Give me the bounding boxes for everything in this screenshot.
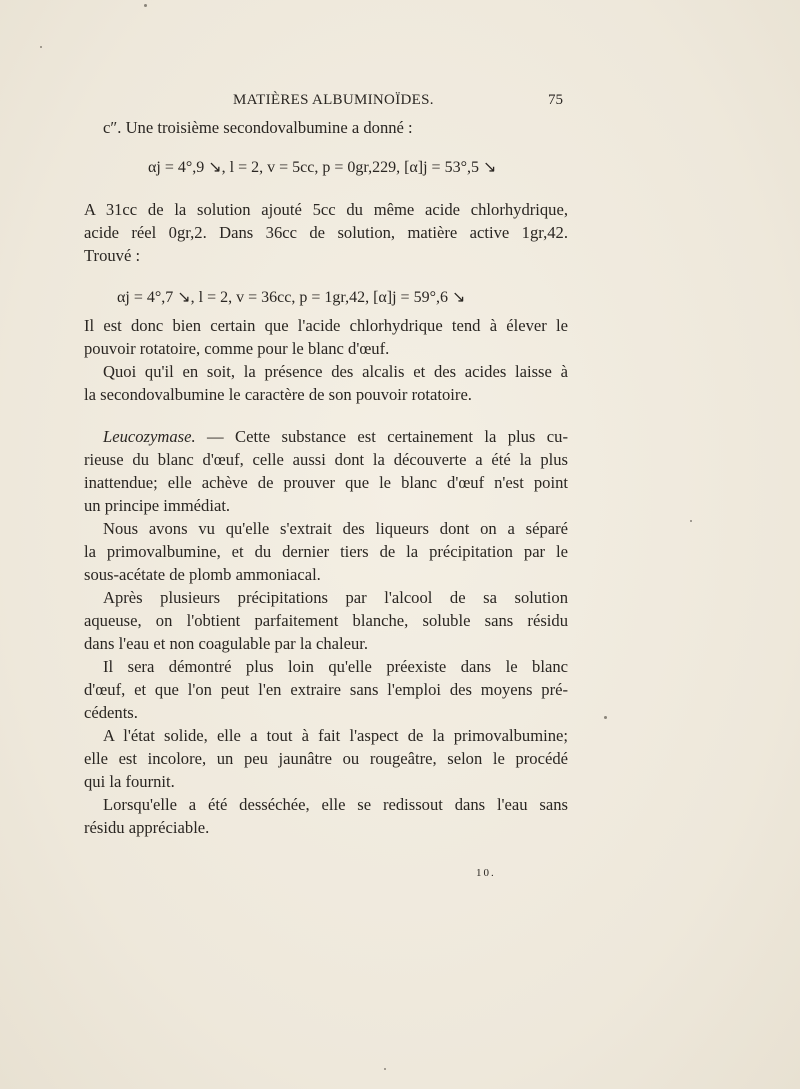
paper-speck — [604, 716, 607, 719]
text-line: Après plusieurs précipitations par l'alcool de sa solution — [103, 588, 568, 607]
formula-second: αj = 4°,7 ↘, l = 2, v = 36cc, p = 1gr,42, [α]j = 59°,6 ↘ — [117, 289, 466, 306]
text-line: Trouvé : — [84, 246, 141, 265]
section-term: Leucozymase. — [103, 427, 196, 446]
formula-first: αj = 4°,9 ↘, l = 2, v = 5cc, p = 0gr,229, [α]j = 53°,5 ↘ — [148, 159, 497, 176]
text-line: dans l'eau et non coagulable par la chaleur. — [84, 634, 369, 653]
text-line: Il sera démontré plus loin qu'elle préexiste dans le blanc — [103, 657, 568, 676]
text-line: acide réel 0gr,2. Dans 36cc de solution, matière active 1gr,42. — [84, 223, 568, 242]
text-line: rieuse du blanc d'œuf, celle aussi dont la découverte a été la plus — [84, 450, 568, 469]
text-line: qui la fournit. — [84, 772, 175, 791]
text-line: A l'état solide, elle a tout à fait l'aspect de la primovalbumine; — [103, 726, 568, 745]
paragraph-conclusion — [84, 314, 568, 406]
text-line: inattendue; elle achève de prouver que le blanc d'œuf n'est point — [84, 473, 568, 492]
page-number: 75 — [548, 92, 563, 108]
text-line: c″. Une troisième secondovalbumine a donné : — [103, 118, 413, 137]
paper-speck — [144, 4, 147, 7]
text-line: résidu appréciable. — [84, 818, 210, 837]
paragraph-acid-addition — [84, 198, 568, 267]
text-line: Quoi qu'il en soit, la présence des alcalis et des acides laisse à — [103, 362, 568, 381]
text-line: Nous avons vu qu'elle s'extrait des liqueurs dont on a séparé — [103, 519, 568, 538]
text-line: cédents. — [84, 703, 138, 722]
paper-speck — [690, 520, 692, 522]
paper-speck — [384, 1068, 386, 1070]
text-line: sous-acétate de plomb ammoniacal. — [84, 565, 321, 584]
paper-speck — [40, 46, 42, 48]
text-line: aqueuse, on l'obtient parfaitement blanche, soluble sans résidu — [84, 611, 568, 630]
signature-mark: 10. — [476, 867, 496, 879]
text-run: — Cette substance est certainement la plus cu- — [195, 427, 568, 446]
text-line: A 31cc de la solution ajouté 5cc du même acide chlorhydrique, — [84, 200, 568, 219]
text-line: la secondovalbumine le caractère de son pouvoir rotatoire. — [84, 385, 472, 404]
text-line — [84, 425, 568, 448]
running-title: MATIÈRES ALBUMINOÏDES. — [233, 92, 434, 108]
text-line: d'œuf, et que l'on peut l'en extraire sans l'emploi des moyens pré- — [84, 680, 568, 699]
text-line: elle est incolore, un peu jaunâtre ou rougeâtre, selon le procédé — [84, 749, 568, 768]
text-line: un principe immédiat. — [84, 496, 231, 515]
text-line: Il est donc bien certain que l'acide chlorhydrique tend à élever le — [84, 316, 568, 335]
paragraph-c-prime — [84, 116, 568, 139]
section-leucozymase — [84, 425, 568, 839]
text-line: Lorsqu'elle a été desséchée, elle se redissout dans l'eau sans — [103, 795, 568, 814]
text-line: pouvoir rotatoire, comme pour le blanc d'œuf. — [84, 339, 390, 358]
text-line: la primovalbumine, et du dernier tiers de la précipitation par le — [84, 542, 568, 561]
